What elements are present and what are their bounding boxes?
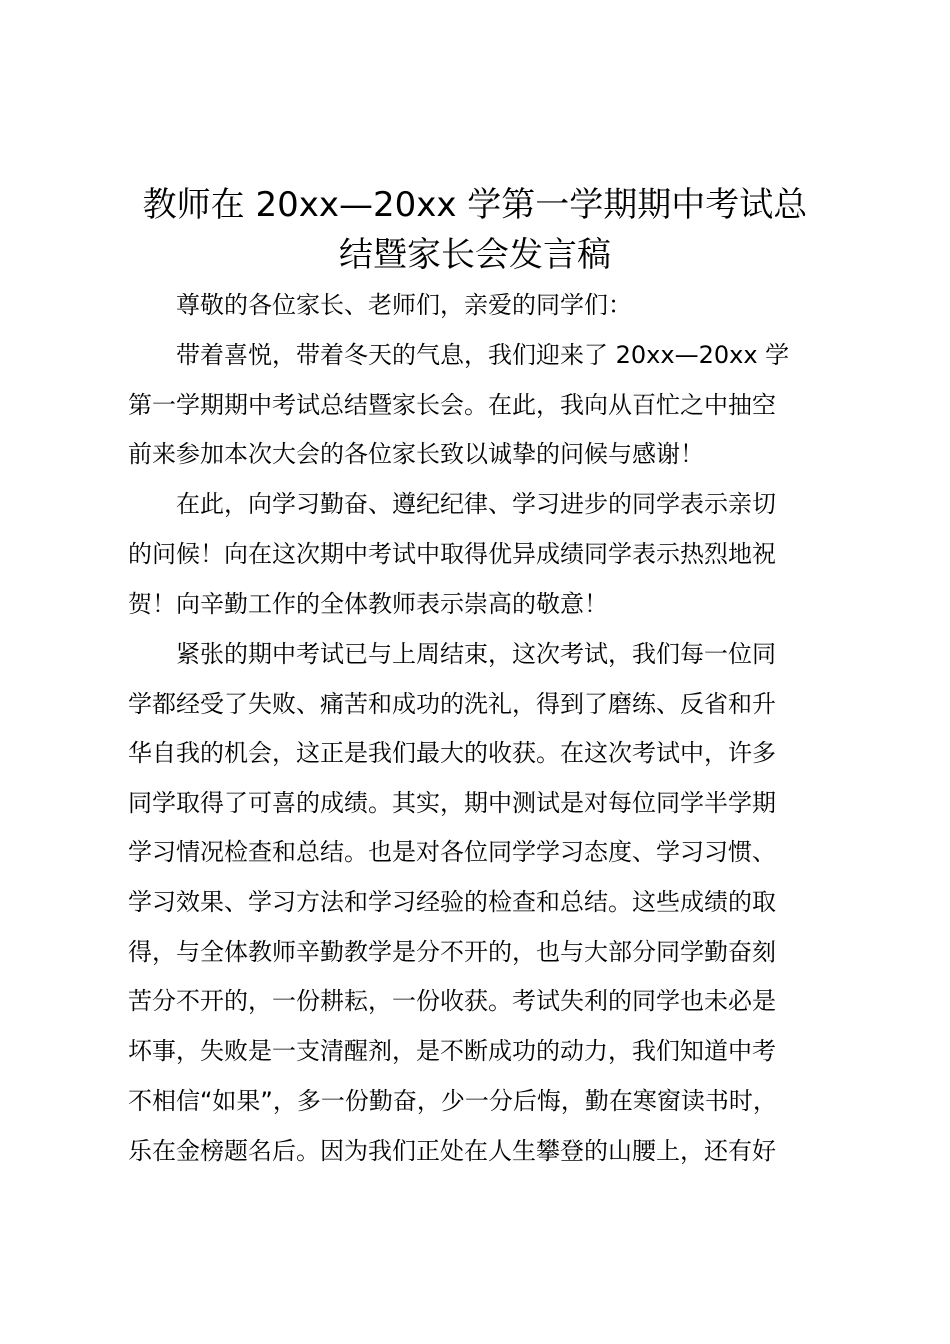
body-line: 紧张的期中考试已与上周结束，这次考试，我们每一位同 — [176, 640, 776, 668]
body-line: 带着喜悦，带着冬天的气息，我们迎来了 20xx—20xx 学 — [176, 341, 790, 369]
body-line: 贺！向辛勤工作的全体教师表示崇高的敬意！ — [128, 590, 608, 618]
body-line: 的问候！向在这次期中考试中取得优异成绩同学表示热烈地祝 — [128, 540, 776, 568]
document-title-line-2: 结暨家长会发言稿 — [339, 235, 611, 275]
body-line: 学都经受了失败、痛苦和成功的洗礼，得到了磨练、反省和升 — [128, 690, 776, 718]
body-line: 前来参加本次大会的各位家长致以诚挚的问候与感谢！ — [128, 440, 704, 468]
body-line: 学习效果、学习方法和学习经验的检查和总结。这些成绩的取 — [128, 888, 776, 916]
body-line: 在此，向学习勤奋、遵纪纪律、学习进步的同学表示亲切 — [176, 490, 776, 518]
body-line: 乐在金榜题名后。因为我们正处在人生攀登的山腰上，还有好 — [128, 1137, 776, 1165]
body-line: 同学取得了可喜的成绩。其实，期中测试是对每位同学半学期 — [128, 789, 776, 817]
body-line: 得，与全体教师辛勤教学是分不开的，也与大部分同学勤奋刻 — [128, 938, 776, 966]
body-line: 苦分不开的，一份耕耘，一份收获。考试失利的同学也未必是 — [128, 987, 776, 1015]
body-line: 学习情况检查和总结。也是对各位同学学习态度、学习习惯、 — [128, 838, 776, 866]
body-line: 尊敬的各位家长、老师们，亲爱的同学们： — [176, 291, 632, 319]
body-line: 华自我的机会，这正是我们最大的收获。在这次考试中，许多 — [128, 739, 776, 767]
body-line: 第一学期期中考试总结暨家长会。在此，我向从百忙之中抽空 — [128, 391, 776, 419]
document-title-line-1: 教师在 20xx—20xx 学第一学期期中考试总 — [142, 185, 808, 225]
body-line: 坏事，失败是一支清醒剂，是不断成功的动力，我们知道中考 — [128, 1037, 776, 1065]
body-line: 不相信“如果”，多一份勤奋，少一分后悔，勤在寒窗读书时， — [128, 1087, 777, 1115]
